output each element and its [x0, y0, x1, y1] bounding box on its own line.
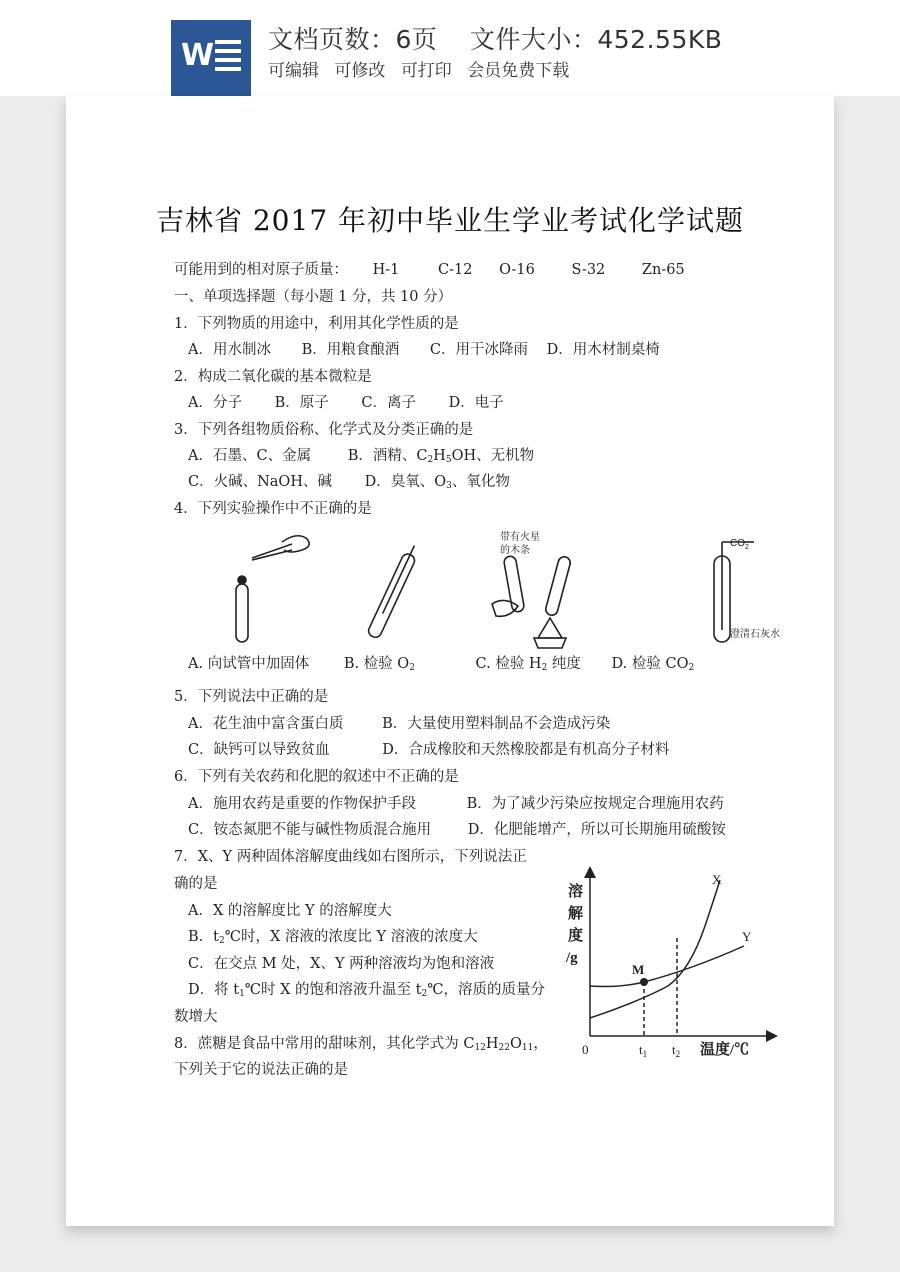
page-title: 吉林省 2017 年初中毕业生学业考试化学试题	[155, 204, 745, 237]
test-tube-c2	[544, 555, 571, 616]
fig-d-note: 澄清石灰水	[730, 629, 780, 640]
question-8: 8．蔗糖是食品中常用的甜味剂，其化学式为 $C_{12}H_{22}O_{11}$，	[174, 1036, 548, 1053]
point-m-label: M	[632, 962, 645, 977]
curve-y	[590, 946, 744, 987]
q4-labels: A. 向试管中加固体 B. 检验 $O_2$ C. 检验 $H_2$ 纯度 D. 检验 $CO_2$	[188, 656, 695, 673]
feature-member-download: 会员免费下载	[467, 61, 570, 81]
word-document-icon	[171, 20, 251, 96]
q5-options-ab: A．花生油中富含蛋白质 B．大量使用塑料制品不会造成污染	[188, 716, 611, 732]
feature-editable: 可编辑	[268, 61, 319, 81]
q3-options-ab: A．石墨、C、金属 B．酒精、$C_2H_5OH$、无机物	[188, 448, 535, 465]
top-banner	[0, 0, 900, 96]
curve-x-label: X	[712, 872, 722, 887]
q7-option-b: B．$t_2℃$时，X 溶液的浓度比 Y 溶液的浓度大	[188, 929, 478, 946]
alcohol-lamp-flame	[538, 618, 562, 638]
q6-options-cd: C．铵态氮肥不能与碱性物质混合施用 D．化肥能增产，所以可长期施用硫酸铵	[188, 822, 726, 838]
word-icon-letter: W	[181, 38, 215, 73]
y-label-1: 溶	[568, 884, 584, 900]
file-size: 文件大小：452.55KB	[469, 25, 723, 54]
q3-options-cd: C．火碱、NaOH、碱 D．臭氧、$O_3$、氧化物	[188, 474, 510, 491]
feature-modifiable: 可修改	[334, 61, 386, 81]
hand-c	[492, 600, 518, 616]
feature-printable: 可打印	[400, 61, 452, 81]
curve-x	[590, 880, 720, 1018]
q5-options-cd: C．缺钙可以导致贫血 D．合成橡胶和天然橡胶都是有机高分子材料	[188, 742, 670, 758]
page-count: 文档页数：6页	[268, 25, 438, 54]
feature-list	[268, 56, 579, 81]
fig-b-note-line1: 带有火星	[500, 532, 540, 543]
section-heading: 一、单项选择题（每小题 1 分，共 10 分）	[174, 289, 453, 305]
question-6: 6．下列有关农药和化肥的叙述中不正确的是	[174, 769, 459, 785]
question-5: 5．下列说法中正确的是	[174, 689, 329, 705]
y-label-2: 解	[568, 906, 584, 922]
x-axis-label: 温度/℃	[700, 1042, 750, 1058]
solubility-graph	[560, 866, 776, 1061]
y-label-4: /g	[566, 950, 578, 966]
q7-option-c: C．在交点 M 处，X、Y 两种溶液均为饱和溶液	[188, 956, 495, 972]
fig-b-note-line2: 的木条	[500, 545, 530, 556]
question-8-cont: 下列关于它的说法正确的是	[174, 1062, 348, 1078]
q7-option-a: A．X 的溶解度比 Y 的溶解度大	[188, 903, 392, 919]
question-4: 4．下列实验操作中不正确的是	[174, 501, 372, 517]
test-tube-a	[236, 584, 248, 642]
origin-label: 0	[582, 1042, 589, 1057]
question-1: 1．下列物质的用途中，利用其化学性质的是	[174, 316, 459, 332]
q1-options: A．用水制冰 B．用粮食酿酒 C．用干冰降雨 D．用木材制桌椅	[188, 342, 660, 358]
fig-d-gas-label: $CO_2$	[730, 538, 749, 551]
question-2: 2．构成二氧化碳的基本微粒是	[174, 369, 372, 385]
atomic-mass-line: 可能用到的相对原子质量： H-1 C-12 O-16 S-32 Zn-65	[174, 262, 685, 278]
point-m	[640, 978, 648, 986]
y-label-3: 度	[568, 928, 584, 944]
splint	[383, 546, 415, 614]
file-info	[268, 20, 746, 56]
question-7-cont: 确的是	[174, 876, 218, 892]
solid-particle	[238, 576, 246, 584]
alcohol-lamp	[534, 638, 566, 648]
tweezers	[252, 544, 292, 560]
hand-a	[282, 536, 309, 552]
t2-label: $t_2$	[672, 1042, 681, 1059]
q6-options-ab: A．施用农药是重要的作物保护手段 B．为了减少污染应按规定合理施用农药	[188, 796, 724, 812]
question-3: 3．下列各组物质俗称、化学式及分类正确的是	[174, 422, 474, 438]
q7-option-d: D．将 $t_1℃$时 X 的饱和溶液升温至 $t_2℃$，溶质的质量分	[188, 982, 545, 999]
document-page	[66, 96, 834, 1226]
t1-label: $t_1$	[639, 1042, 648, 1059]
curve-y-label: Y	[742, 929, 752, 944]
q7-option-d-cont: 数增大	[174, 1009, 218, 1025]
question-7: 7．X、Y 两种固体溶解度曲线如右图所示，下列说法正	[174, 849, 527, 865]
q2-options: A．分子 B．原子 C．离子 D．电子	[188, 395, 504, 411]
